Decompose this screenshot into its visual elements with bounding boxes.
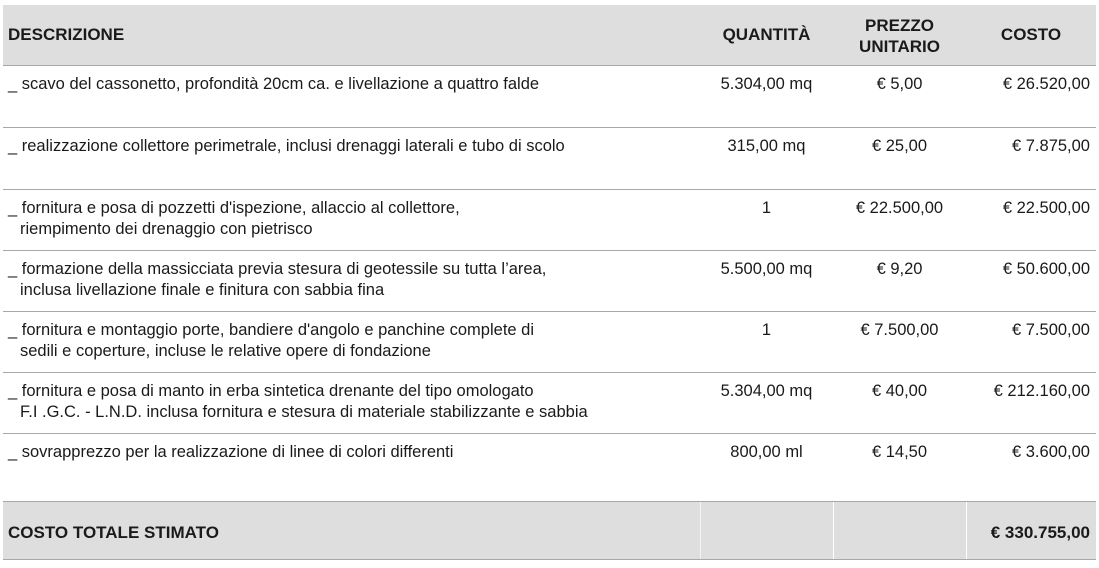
total-empty-quantity bbox=[700, 502, 833, 559]
total-label: COSTO TOTALE STIMATO bbox=[8, 522, 219, 542]
header-costo bbox=[966, 5, 1096, 65]
row-quantity: 1 bbox=[761, 321, 772, 339]
row-description bbox=[3, 373, 700, 433]
row-unit-price: € 22.500,00 bbox=[855, 199, 944, 217]
row-quantity: 315,00 mq bbox=[727, 137, 806, 155]
row-cost: € 7.875,00 bbox=[1012, 137, 1090, 155]
row-cost: € 50.600,00 bbox=[1002, 260, 1090, 278]
header-prezzo-unitario bbox=[833, 5, 966, 65]
row-quantity: 800,00 ml bbox=[730, 443, 803, 461]
header-prezzo-line1: PREZZO bbox=[865, 16, 934, 35]
table-row bbox=[3, 373, 1096, 434]
total-empty-price bbox=[833, 502, 966, 559]
row-description-line2: inclusa livellazione finale e finitura con sabbia fina bbox=[20, 281, 385, 299]
total-row bbox=[3, 502, 1096, 560]
row-unit-price: € 25,00 bbox=[871, 137, 928, 155]
row-description-line2: riempimento dei drenaggio con pietrisco bbox=[20, 220, 313, 238]
row-description-line1: _ sovrapprezzo per la realizzazione di linee di colori differenti bbox=[8, 443, 454, 461]
row-description-line1: _ fornitura e posa di pozzetti d'ispezione, allaccio al collettore, bbox=[8, 199, 460, 217]
row-unit-price: € 14,50 bbox=[871, 443, 928, 461]
total-value: € 330.755,00 bbox=[966, 502, 1096, 559]
row-quantity: 5.304,00 mq bbox=[720, 75, 813, 93]
header-prezzo-line2: UNITARIO bbox=[859, 37, 940, 56]
row-cost: € 7.500,00 bbox=[1012, 321, 1090, 339]
row-unit-price: € 7.500,00 bbox=[860, 321, 939, 339]
row-description-line1: _ realizzazione collettore perimetrale, inclusi drenaggi laterali e tubo di scolo bbox=[8, 137, 565, 155]
header-descrizione: DESCRIZIONE bbox=[8, 25, 125, 44]
row-description bbox=[3, 251, 700, 311]
table-row bbox=[3, 128, 1096, 190]
row-quantity: 1 bbox=[761, 199, 772, 217]
row-description bbox=[3, 190, 700, 250]
row-cost: € 22.500,00 bbox=[1002, 199, 1090, 217]
row-quantity: 5.304,00 mq bbox=[720, 382, 813, 400]
row-description bbox=[3, 434, 700, 501]
row-description-line1: _ scavo del cassonetto, profondità 20cm ca. e livellazione a quattro falde bbox=[8, 75, 540, 93]
table-header-row bbox=[3, 5, 1096, 66]
row-description-line1: _ formazione della massicciata previa stesura di geotessile su tutta l’area, bbox=[8, 260, 547, 278]
row-unit-price: € 5,00 bbox=[876, 75, 923, 93]
table-row bbox=[3, 434, 1096, 502]
table-row bbox=[3, 251, 1096, 312]
row-unit-price: € 9,20 bbox=[876, 260, 923, 278]
row-description bbox=[3, 66, 700, 127]
row-cost: € 3.600,00 bbox=[1012, 443, 1090, 461]
table-row bbox=[3, 66, 1096, 128]
row-description-line2: F.I .G.C. - L.N.D. inclusa fornitura e stesura di materiale stabilizzante e sabbia bbox=[20, 403, 588, 421]
row-cost: € 212.160,00 bbox=[993, 382, 1090, 400]
row-description bbox=[3, 128, 700, 189]
row-description bbox=[3, 312, 700, 372]
row-description-line1: _ fornitura e montaggio porte, bandiere d'angolo e panchine complete di bbox=[8, 321, 535, 339]
header-costo-label: COSTO bbox=[1000, 25, 1062, 44]
table-row bbox=[3, 190, 1096, 251]
row-description-line2: sedili e coperture, incluse le relative opere di fondazione bbox=[20, 342, 431, 360]
row-cost: € 26.520,00 bbox=[1002, 75, 1090, 93]
header-quantita: QUANTITÀ bbox=[722, 25, 811, 44]
row-description-line1: _ fornitura e posa di manto in erba sintetica drenante del tipo omologato bbox=[8, 382, 534, 400]
row-quantity: 5.500,00 mq bbox=[720, 260, 813, 278]
cost-table bbox=[3, 5, 1096, 560]
table-row bbox=[3, 312, 1096, 373]
row-unit-price: € 40,00 bbox=[871, 382, 928, 400]
